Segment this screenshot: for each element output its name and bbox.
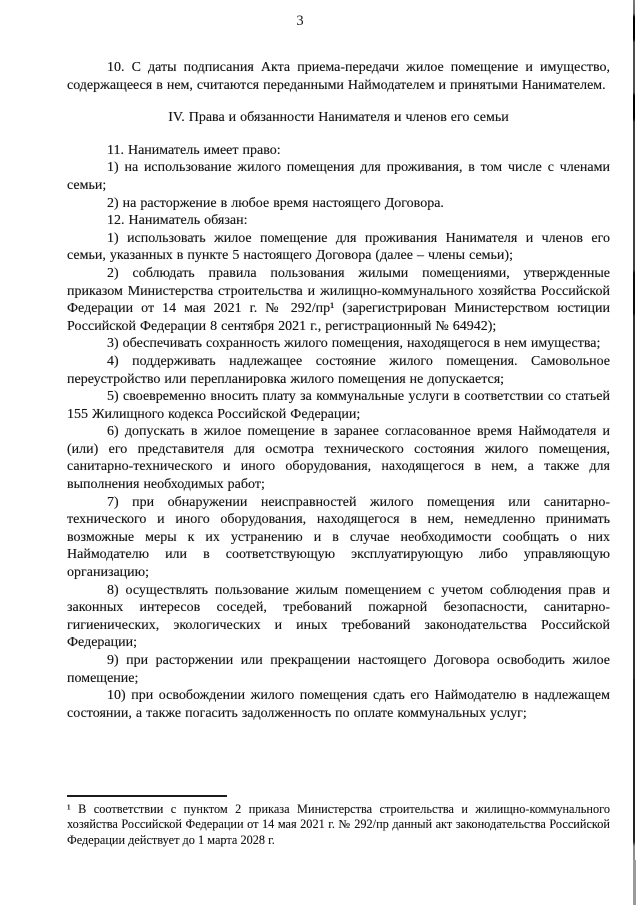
clause-12-item-10: 10) при освобождении жилого помещения сдать его Наймодателю в надлежащем состоянии, а также погасить задолженность по оплате коммунальных услуг;	[67, 688, 610, 721]
footnote-text: ¹ В соответствии с пунктом 2 приказа Министерства строительства и жилищно-коммунального хозяйства Российской Федерации от 14 мая 2021 г. № 292/пр данный акт законодательства Российской Федерации действует до 1 марта 2028 г.	[67, 802, 610, 847]
document-body	[67, 59, 610, 722]
clause-12-item-9: 9) при расторжении или прекращении настоящего Договора освободить жилое помещение;	[67, 653, 610, 686]
clause-11-item-2: 2) на расторжение в любое время настоящего Договора.	[107, 195, 444, 211]
scan-artifact-line	[633, 0, 635, 905]
scan-artifact-mark	[633, 860, 636, 905]
clause-11-item-1: 1) на использование жилого помещения для проживания, в том числе с членами семьи;	[67, 160, 610, 193]
clause-12-item-7: 7) при обнаружении неисправностей жилого помещения или санитарно-технического и иного оборудования, находящегося в нем, немедленно принимать возможные меры к их устранению и в случае необходимости сообщать о них Наймодателю или в соответствующую эксплуатирующую либо управляющую организацию;	[67, 494, 610, 581]
clause-12-item-5: 5) своевременно вносить плату за коммунальные услуги в соответствии со статьей 155 Жилищного кодекса Российской Федерации;	[67, 389, 610, 422]
clause-12-item-8: 8) осуществлять пользование жилым помещением с учетом соблюдения прав и законных интересов соседей, требований пожарной безопасности, санитарно-гигиенических, экологических и иных требований законодательства Российской Федерации;	[67, 582, 610, 651]
clause-12-item-3: 3) обеспечивать сохранность жилого помещения, находящегося в нем имущества;	[107, 336, 601, 352]
page-number: 3	[296, 13, 304, 29]
clause-12-item-1: 1) использовать жилое помещение для проживания Нанимателя и членов его семьи, указанных в пункте 5 настоящего Договора (далее – члены семьи);	[67, 230, 610, 264]
footnote-section	[67, 795, 610, 848]
paragraph-clause-11: 11. Наниматель имеет право:	[107, 142, 281, 158]
clause-12-item-4: 4) поддерживать надлежащее состояние жилого помещения. Самовольное переустройство или перепланировка жилого помещения не допускается;	[67, 353, 610, 387]
paragraph-clause-12: 12. Наниматель обязан:	[107, 213, 248, 229]
clause-12-item-6: 6) допускать в жилое помещение в заранее согласованное время Наймодателя и (или) его представителя для осмотра технического состояния жилого помещения, санитарно-технического и иного оборудования, находящегося в нем, а также для выполнения необходимых работ;	[67, 424, 610, 493]
footnote-separator	[67, 795, 227, 797]
paragraph-clause-10: 10. С даты подписания Акта приема-передачи жилое помещение и имущество, содержащееся в нем, считаются переданными Наймодателем и принятыми Нанимателем.	[67, 60, 610, 93]
section-iv-heading: IV. Права и обязанности Нанимателя и членов его семьи	[168, 110, 509, 126]
clause-12-item-2: 2) соблюдать правила пользования жилыми помещениями, утвержденные приказом Министерства строительства и жилищно-коммунального хозяйства Российской Федерации от 14 мая 2021 г. № 292/пр¹ (зарегистрирован Министерством юстиции Российской Федерации 8 сентября 2021 г., регистрационный № 64942);	[67, 265, 610, 334]
